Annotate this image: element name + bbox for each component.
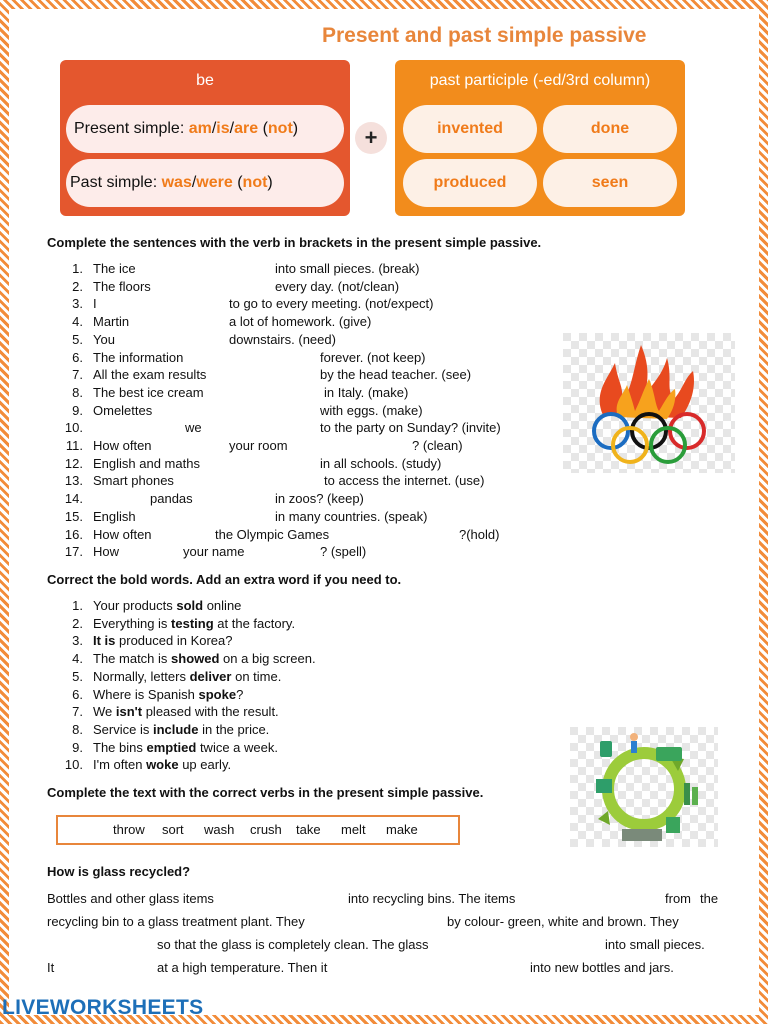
sentence-start: Where is Spanish [93,686,199,702]
item-number: 9. [72,739,83,755]
item-rest: to access the internet. (use) [324,473,485,489]
participle-produced: produced [403,159,537,207]
item-subject: English and maths [93,455,200,471]
sentence-start: We [93,704,116,720]
sentence-end: twice a week. [196,739,278,755]
item-subject: You [93,331,115,347]
word-sort: sort [162,822,184,837]
item-number: 4. [72,314,83,330]
item-rest: forever. (not keep) [320,349,426,365]
sentence-end: in the price. [198,721,270,737]
item-sentence [93,722,269,737]
present-simple-pill: Present simple: am / is / are ( not ) [66,105,344,153]
item-subject: The floors [93,278,151,294]
form-am: am [188,120,212,137]
be-heading: be [196,72,214,89]
be-box [60,60,350,216]
sentence-end: pleased with the result. [142,704,279,720]
sentence-start: Your products [93,598,177,613]
past-neg: not [242,174,268,191]
exercise1-instruction: Complete the sentences with the verb in brackets in the present simple passive. [47,235,542,250]
recycling-cycle-icon [570,727,718,847]
form-are: are [234,120,259,137]
liveworksheets-logo: LIVEWORKSHEETS [2,996,204,1019]
item-number: 5. [72,668,83,684]
form-was: was [161,174,192,191]
item-subject: The information [93,349,184,365]
item-number: 6. [72,686,83,702]
item-rest: downstairs. (need) [229,331,336,347]
text-line4-b: at a high temperature. Then it [157,960,328,975]
bold-word: It is [93,633,116,649]
word-crush: crush [250,822,282,837]
bold-word: sold [176,598,204,613]
participle-box [395,60,685,216]
item-rest: ? (clean) [412,438,463,453]
item-number: 9. [72,402,83,418]
item-sentence [93,687,243,702]
item-rest: to go to every meeting. (not/expect) [229,296,434,312]
item-number: 2. [72,615,83,631]
item-number: 5. [72,331,83,347]
item-middle: your room [229,438,288,453]
item-subject: Smart phones [93,473,174,489]
sentence-end: ? [236,686,244,702]
participle-seen: seen [543,159,677,207]
item-number: 7. [72,367,83,383]
item-subject: pandas [150,491,193,507]
item-rest: in all schools. (study) [320,455,442,471]
bold-word: testing [171,615,214,631]
exercise3-subtitle: How is glass recycled? [47,864,191,879]
word-wash: wash [204,822,235,837]
sentence-end: on time. [231,668,282,684]
exercise3-instruction: Complete the text with the correct verbs in the present simple passive. [47,785,484,800]
item-sentence [93,616,295,631]
item-rest: ?(hold) [459,526,500,542]
bold-word: woke [146,757,179,773]
item-number: 8. [72,384,83,400]
past-simple-label: Past simple: [70,174,162,191]
item-subject: All the exam results [93,367,207,383]
present-neg: not [267,120,293,137]
item-rest: into small pieces. (break) [275,261,420,276]
item-sentence [93,740,278,755]
item-rest: by the head teacher. (see) [320,367,472,383]
item-number: 4. [72,651,83,667]
item-sentence [93,704,279,719]
participle-heading: past participle (-ed/3rd column) [429,72,651,89]
item-subject: The ice [93,261,136,276]
item-number: 15. [64,508,83,524]
word-make: make [386,822,418,837]
item-sentence [93,633,233,648]
item-rest: ? (spell) [320,544,367,560]
sentence-start: Service is [93,721,153,737]
exercise2-instruction: Correct the bold words. Add an extra word if you need to. [47,572,402,587]
text-line4-a: It [47,960,55,975]
item-rest: a lot of homework. (give) [229,314,372,330]
item-number: 10. [64,420,83,436]
text-line1-a: Bottles and other glass items [47,891,214,906]
text-line1-c: from [665,891,691,906]
sentence-end: produced in Korea? [115,633,233,649]
form-were: were [196,174,233,191]
item-subject: The best ice cream [93,384,204,400]
item-subject: English [93,508,136,524]
item-middle: your name [183,544,245,560]
bold-word: include [152,721,199,737]
item-number: 10. [64,757,83,773]
sentence-end: online [203,598,242,613]
item-number: 1. [72,261,83,276]
form-is: is [216,120,230,137]
item-subject: How often [93,438,152,453]
present-simple-label: Present simple: [74,120,189,137]
text-line4-c: into new bottles and jars. [530,960,674,975]
item-rest: in many countries. (speak) [275,508,428,524]
sentence-start: Normally, letters [93,668,190,684]
item-number: 7. [72,704,83,720]
item-middle: the Olympic Games [215,526,330,542]
item-rest: in zoos? (keep) [275,491,364,507]
item-sentence [93,651,316,666]
word-bank [56,815,460,845]
item-rest: to the party on Sunday? (invite) [320,420,501,436]
text-line3-a: so that the glass is completely clean. The glass [157,937,429,952]
text-line1-d: the [700,891,719,906]
item-sentence [93,598,241,613]
item-number: 1. [72,598,83,613]
item-rest: with eggs. (make) [320,402,423,418]
past-simple-pill: Past simple: was / were ( not ) [66,159,344,207]
item-sentence [93,669,281,684]
item-rest: every day. (not/clean) [275,278,400,294]
bold-word: deliver [189,668,232,684]
participle-done: done [543,105,677,153]
text-line2-a: recycling bin to a glass treatment plant. They [47,914,305,929]
item-subject: Omelettes [93,402,153,418]
participle-invented: invented [403,105,537,153]
item-number: 11. [65,438,83,453]
sentence-end: at the factory. [213,615,296,631]
bold-word: isn't [115,704,143,720]
word-melt: melt [341,822,366,837]
text-line3-b: into small pieces. [605,937,705,952]
item-subject: How often [93,526,152,542]
item-subject: Martin [93,314,130,330]
page-title: Present and past simple passive [322,24,647,47]
item-rest: in Italy. (make) [324,384,409,400]
sentence-start: I'm often [93,757,147,773]
bold-word: emptied [146,739,197,755]
item-number: 3. [72,633,83,649]
word-take: take [296,822,321,837]
item-subject: we [185,420,202,436]
item-number: 8. [72,721,83,737]
item-number: 13. [64,473,83,489]
item-number: 17. [64,544,83,560]
bold-word: showed [171,651,220,667]
item-sentence [93,757,231,772]
text-line2-b: by colour- green, white and brown. They [447,914,679,929]
item-number: 16. [64,526,83,542]
bold-word: spoke [198,686,237,702]
item-number: 14. [64,491,83,507]
word-throw: throw [113,822,145,837]
plus-sign: + [355,122,387,154]
sentence-end: on a big screen. [219,651,316,667]
sentence-start: Everything is [93,615,172,631]
item-number: 2. [72,278,83,294]
item-subject: How [93,544,120,560]
item-number: 6. [72,349,83,365]
olympic-rings-fire-icon [563,333,735,473]
sentence-end: up early. [178,757,232,773]
sentence-start: The match is [93,651,172,667]
text-line1-b: into recycling bins. The items [348,891,516,906]
sentence-start: The bins [93,739,147,755]
item-subject: I [93,296,97,312]
item-number: 3. [72,296,83,312]
item-number: 12. [64,455,83,471]
